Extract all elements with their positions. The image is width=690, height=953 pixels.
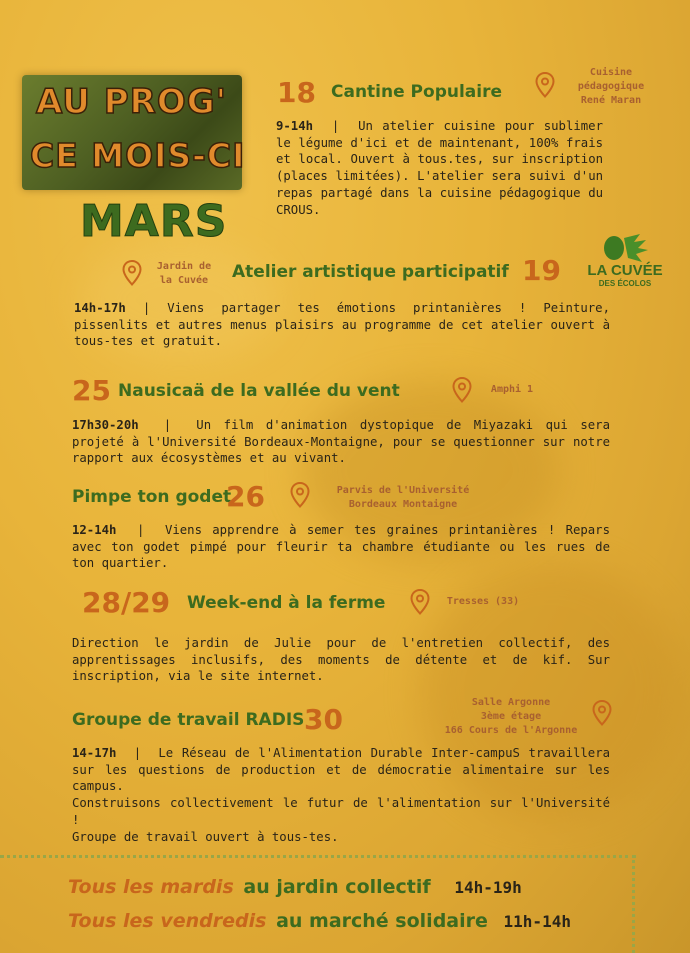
footer-divider [0,855,636,858]
location-line: Cuisine [589,67,633,78]
event-day: 19 [522,254,561,287]
footer-line-1 [68,876,522,898]
event-day: 28/29 [82,586,171,619]
event-time: 14h-17h [74,301,126,315]
event-location [320,484,486,512]
location-pin-icon [410,589,430,615]
event-description: 14-17h | Le Réseau de l'Alimentation Durable Inter-campuS travaillera sur les questions de production et de démocratie alimentaire sur les campus. Construisons collectivement le futur de l'alimentation sur l'Université ! Groupe de travail ouvert à tous-tes. [72,746,610,844]
footer-time: 11h-14h [503,912,571,931]
title-line-1: AU PROG' [36,82,228,122]
location-line: 3ème étage [480,711,542,722]
event-location [438,595,528,609]
event-description: 17h30-20h | Un film d'animation dystopique de Miyazaki qui sera projeté à l'Université Bordeaux-Montaigne, pour se questionner sur notre rapport aux écosystèmes et au vivant. [72,418,610,466]
event-day: 30 [304,703,343,736]
event-description: 9-14h | Un atelier cuisine pour sublimer le légume d'ici et de maintenant, 100% frais et local. Ouvert à tous.tes, sur inscription (places limitées). L'atelier sera suivi d'un repas partagé dans la cuisine pédagogique du CROUS. [276,119,603,217]
footer-day: Tous les vendredis [68,910,267,932]
location-pin-icon [535,72,555,98]
event-day: 25 [72,374,111,407]
event-location [566,66,656,108]
location-line: René Maran [580,95,642,106]
footer-day: Tous les mardis [68,876,234,898]
event-time: 9-14h [276,119,314,133]
location-line: Salle Argonne [471,697,551,708]
event-text: Un film d'animation dystopique de Miyazaki qui sera projeté à l'Université Bordeaux-Montaigne, pour se questionner sur notre rapport aux écosystèmes et au vivant. [72,418,610,466]
location-line: Amphi 1 [490,384,534,395]
footer-place: au marché solidaire [276,910,488,932]
location-line: Bordeaux Montaigne [348,499,458,510]
event-description: 12-14h | Viens apprendre à semer tes graines printanières ! Repars avec ton godet pimpé pour fleurir ta chambre étudiante ou les rues de ton quartier. [72,523,610,571]
event-text: Un atelier cuisine pour sublimer le légume d'ici et de maintenant, 100% frais et local. Ouvert à tous.tes, sur inscription (places limitées). L'atelier sera suivi d'un repas partagé dans la cuisine pédagogique du CROUS. [276,119,603,217]
event-title: Nausicaä de la vallée du vent [118,381,400,401]
event-text: Direction le jardin de Julie pour de l'entretien collectif, des apprentissages inclusifs, des moments de détente et de kif. Sur inscription, via le site internet. [72,636,610,684]
event-time: 14-17h [72,746,117,760]
footer-line-2 [68,910,571,932]
fist-leaf-icon [602,232,650,266]
event-title: Cantine Populaire [331,82,503,102]
logo-text [580,262,670,288]
location-pin-icon [290,482,310,508]
logo-line-2: DES ÉCOLOS [598,279,652,288]
location-line: la Cuvée [159,275,209,286]
location-line: pédagogique [577,81,645,92]
event-day: 18 [277,76,316,109]
footer-place: au jardin collectif [243,876,431,898]
event-text: Viens partager tes émotions printanières ! Peinture, pissenlits et autres menus plaisirs au programme de cet atelier ouvert à tous-tes et gratuit. [74,301,610,349]
event-time: 17h30-20h [72,418,139,432]
event-text: Construisons collectivement le futur de l'alimentation sur l'Université ! [72,796,610,827]
event-time: 12-14h [72,523,117,537]
event-title: Week-end à la ferme [187,593,386,613]
event-description [72,635,610,685]
location-line: Jardin de [156,261,212,272]
location-line: Parvis de l'Université [336,485,470,496]
event-location [430,696,592,738]
title-line-2: CE MOIS-CI [30,136,246,175]
event-description: 14h-17h | Viens partager tes émotions printanières ! Peinture, pissenlits et autres menus plaisirs au programme de cet atelier ouvert à tous-tes et gratuit. [74,301,610,349]
month-title: MARS [80,196,228,247]
location-pin-icon [592,700,612,726]
event-text: Groupe de travail ouvert à tous-tes. [72,829,339,844]
footer-divider [632,855,635,953]
event-location [146,260,222,288]
event-title: Pimpe ton godet [72,487,232,507]
location-line: Tresses (33) [446,596,520,607]
location-pin-icon [452,377,472,403]
location-line: 166 Cours de l'Argonne [444,725,578,736]
event-title: Atelier artistique participatif [232,262,509,282]
footer-time: 14h-19h [454,878,522,897]
event-title: Groupe de travail RADIS [72,710,305,730]
event-text: Viens apprendre à semer tes graines printanières ! Repars avec ton godet pimpé pour fleurir ta chambre étudiante ou les rues de ton quartier. [72,523,610,571]
event-location [482,383,542,397]
logo-line-1: LA CUVÉE [587,262,663,279]
event-day: 26 [226,480,265,513]
event-text: Le Réseau de l'Alimentation Durable Inter-campuS travaillera sur les questions de production et de démocratie alimentaire sur les campus. [72,746,610,794]
location-pin-icon [122,260,142,286]
